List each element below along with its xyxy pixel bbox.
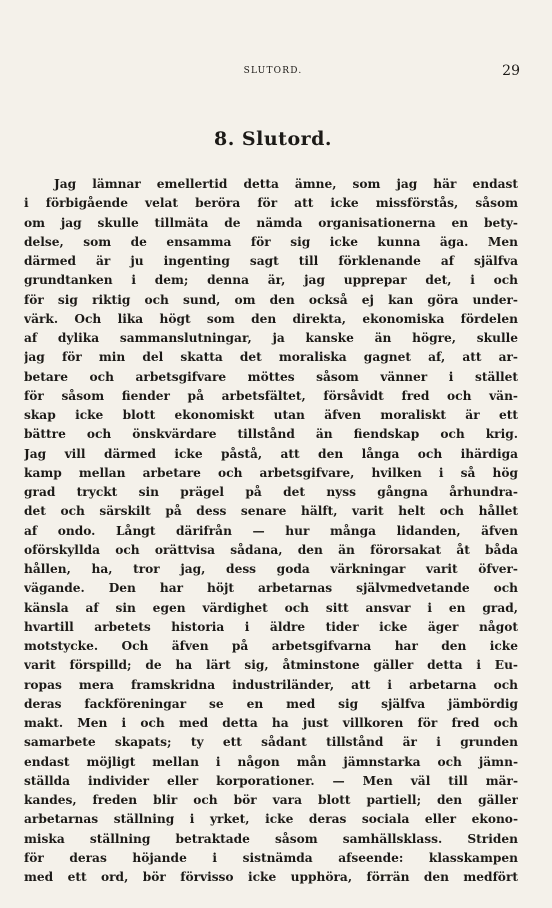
text-line: endast möjligt mellan i någon mån jämnstarka och jämn- xyxy=(24,754,518,769)
text-line: motstycke. Och äfven på arbetsgifvarna har den icke xyxy=(24,639,518,653)
text-line: deras fackföreningar se en med sig själfva jämbördig xyxy=(24,696,518,711)
text-line: hållen, ha, tror jag, dess goda värkningar varit öfver- xyxy=(24,562,518,576)
text-line: vägande. Den har höjt arbetarnas självmedvetande och xyxy=(24,581,518,596)
text-line: värk. Och lika högt som den direkta, ekonomiska fördelen xyxy=(24,311,518,326)
text-line: Jag vill därmed icke påstå, att den långa och ihärdiga xyxy=(24,446,518,461)
text-line: för deras höjande i sistnämda afseende: klasskampen xyxy=(24,850,518,865)
text-line: samarbete skapats; ty ett sådant tillstånd är i grunden xyxy=(24,735,518,750)
text-line: känsla af sin egen värdighet och sitt ansvar i en grad, xyxy=(24,600,518,615)
text-line: grad tryckt sin prägel på det nyss gångna århundra- xyxy=(24,485,518,499)
text-line: Jag lämnar emellertid detta ämne, som jag här endast xyxy=(54,177,518,191)
text-line: om jag skulle tillmäta de nämda organisationerna en bety- xyxy=(24,215,518,230)
text-line: därmed är ju ingenting sagt till förklenande af själfva xyxy=(24,254,518,268)
text-line: af ondo. Långt därifrån — hur många lidanden, äfven xyxy=(24,523,518,538)
text-line: kandes, freden blir och bör vara blott partiell; den gäller xyxy=(24,793,518,807)
body-text xyxy=(24,175,518,887)
text-line: skap icke blott ekonomiskt utan äfven moraliskt är ett xyxy=(24,408,518,422)
text-line: det och särskilt på dess senare hälft, varit helt och hållet xyxy=(24,504,518,519)
running-head xyxy=(24,64,522,80)
text-line: ställda individer eller korporationer. — Men väl till mär- xyxy=(24,773,518,788)
text-line: för såsom fiender på arbetsfältet, försåvidt fred och vän- xyxy=(24,388,518,403)
text-line: varit förspilld; de ha lärt sig, åtminstone gäller detta i Eu- xyxy=(24,658,518,673)
text-line: bättre och önskvärdare tillstånd än fiendskap och krig. xyxy=(24,427,518,442)
page-number: 29 xyxy=(502,63,520,79)
text-line: ropas mera framskridna industriländer, att i arbetarna och xyxy=(24,677,518,692)
text-line: kamp mellan arbetare och arbetsgifvare, hvilken i så hög xyxy=(24,465,518,480)
text-line: betare och arbetsgifvare möttes såsom vänner i stället xyxy=(24,369,518,384)
text-line: af dylika sammanslutningar, ja kanske än högre, skulle xyxy=(24,331,518,345)
text-line: miska ställning betraktade såsom samhällsklass. Striden xyxy=(24,831,518,846)
text-line: arbetarnas ställning i yrket, icke deras sociala eller ekono- xyxy=(24,812,518,827)
text-line: grundtanken i dem; denna är, jag upprepar det, i och xyxy=(24,273,518,288)
text-line: delse, som de ensamma för sig icke kunna äga. Men xyxy=(24,234,518,249)
book-page xyxy=(24,0,522,908)
chapter-heading: 8. Slutord. xyxy=(213,128,333,150)
text-line: i förbigående velat beröra för att icke missförstås, såsom xyxy=(24,196,518,211)
running-title: SLUTORD. xyxy=(243,66,303,76)
text-line: makt. Men i och med detta ha just villkoren för fred och xyxy=(24,716,518,730)
text-line: med ett ord, bör förvisso icke upphöra, förrän den medfört xyxy=(24,870,518,884)
text-line: jag för min del skatta det moraliska gagnet af, att ar- xyxy=(24,350,518,365)
text-line: oförskyllda och orättvisa sådana, den än förorsakat åt båda xyxy=(24,542,518,557)
text-line: hvartill arbetets historia i äldre tider icke äger något xyxy=(24,619,518,634)
text-line: för sig riktig och sund, om den också ej kan göra under- xyxy=(24,292,518,307)
